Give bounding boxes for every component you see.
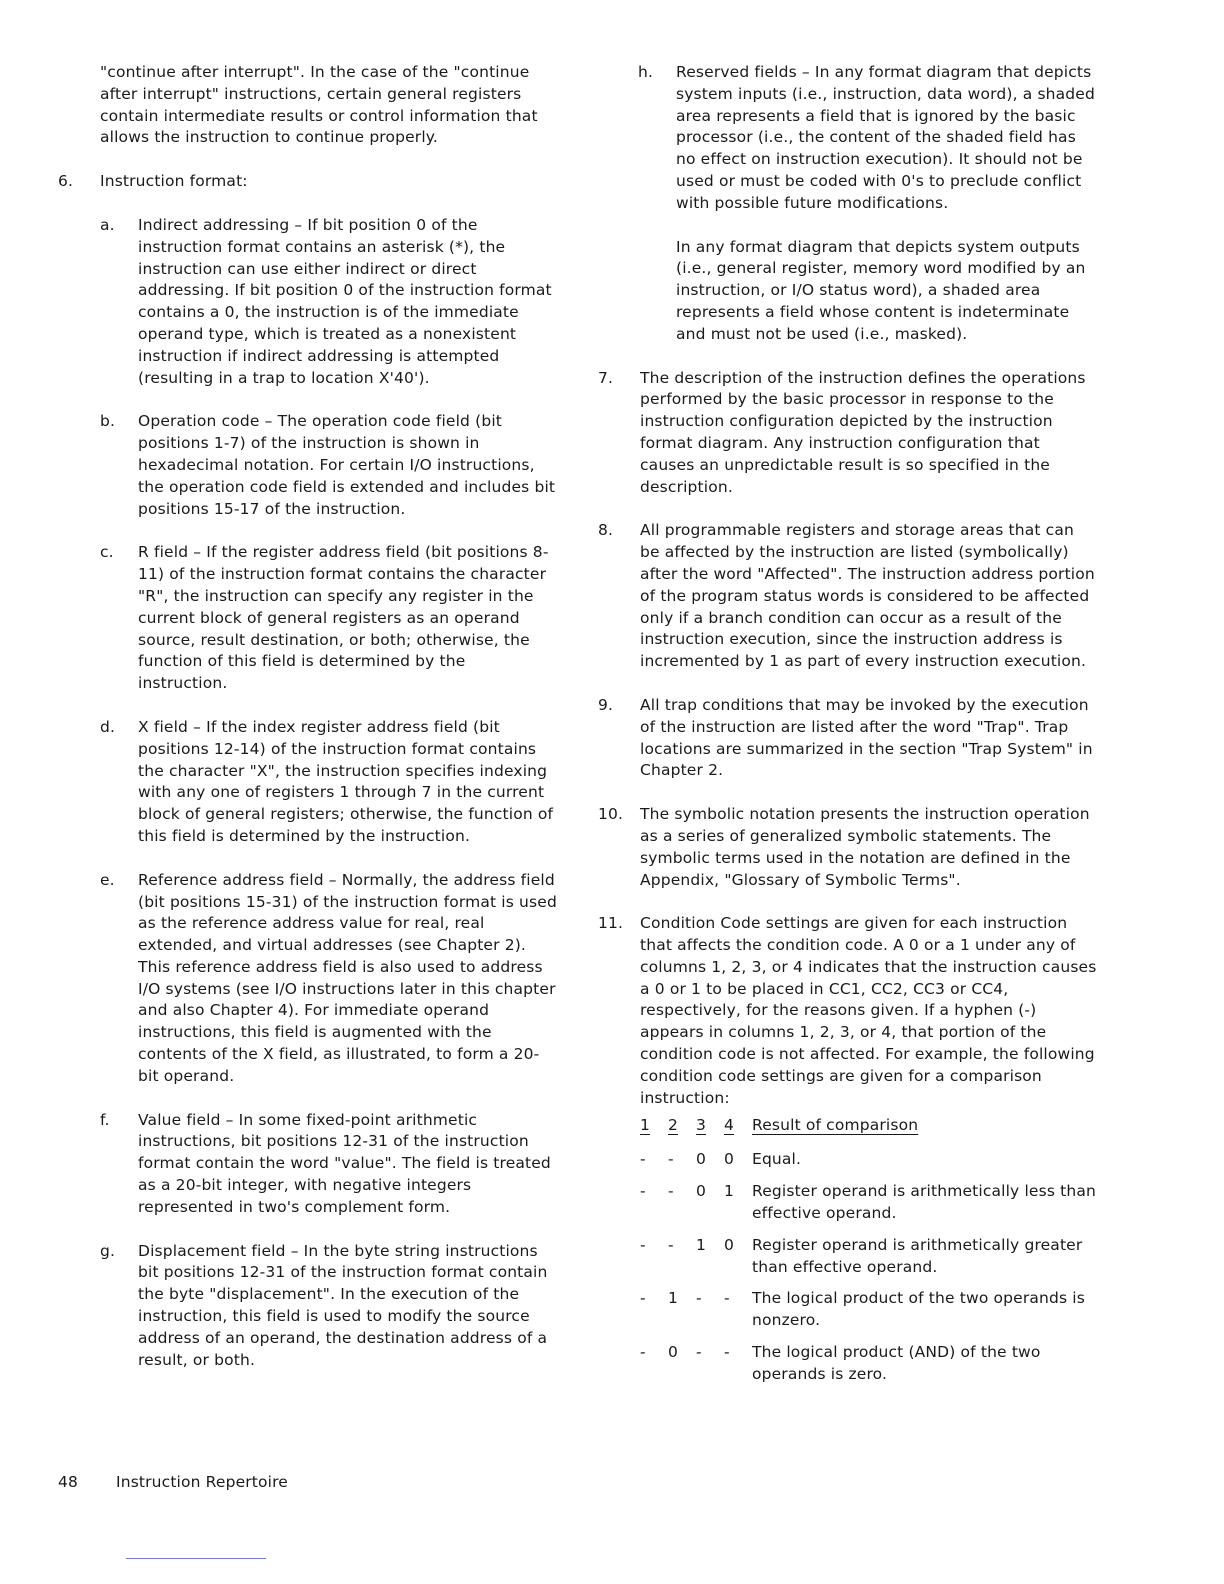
table-row [640,1342,1098,1386]
cell-result: Register operand is arithmetically greater than effective operand. [752,1235,1083,1276]
cell-cc1: - [640,1150,646,1169]
subitem-letter: a. [100,215,115,234]
scan-artifact-line [126,1558,266,1559]
item-number: 9. [598,695,614,714]
cell-result: The logical product (AND) of the two operands is zero. [752,1343,1041,1383]
table-row [640,1181,1098,1225]
item-title: Instruction format: [100,172,248,191]
table-row [640,1288,1098,1332]
cell-cc3: - [696,1289,702,1308]
subitem-text: Displacement field – In the byte string instructions bit positions 12-31 of the instruction format contain the byte "displacement". In the execution of the instruction, this field is used to modify the source address of an operand, the destination address of a result, or both. [138,1241,548,1369]
item-text: The symbolic notation presents the instruction operation as a series of generalized symbolic statements. The symbolic terms used in the notation are defined in the Appendix, "Glossary of Symbolic Terms". [640,805,1090,889]
item-text: All trap conditions that may be invoked by the execution of the instruction are listed after the word "Trap". Trap locations are summarized in the section "Trap System" in Chapter 2. [640,695,1093,780]
item-7 [598,368,1098,499]
cell-cc1: - [640,1343,646,1362]
cell-cc2: 0 [668,1343,679,1362]
page-footer [58,1472,288,1494]
subitem-letter: f. [100,1110,110,1129]
subitem-c [58,542,558,695]
right-column [598,62,1098,1408]
table-row [640,1235,1098,1279]
subitem-text: Operation code – The operation code field (bit positions 1-7) of the instruction is shown in hexadecimal notation. For certain I/O instructions, the operation code field is extended and includes bit positions 15-17 of the instruction. [138,412,556,518]
item-text: All programmable registers and storage areas that can be affected by the instruction are listed (symbolically) after the word "Affected". The instruction address portion of the program status words is considered to be affected only if a branch condition can occur as a result of the instruction execution, since the instruction address is incremented by 1 as part of every instruction execution. [640,521,1095,671]
subitem-text: Reserved fields – In any format diagram that depicts system inputs (i.e., instruction, data word), a shaded area represents a field that is ignored by the basic processor (i.e., the content of the shaded field has no effect on instruction execution). It should not be used or must be coded with 0's to preclude conflict with possible future modifications. [676,63,1095,212]
cell-cc4: 1 [724,1182,735,1201]
section-title: Instruction Repertoire [116,1473,288,1491]
subitem-letter: e. [100,870,115,889]
subitem-text: X field – If the index register address field (bit positions 12-14) of the instruction format contains the character "X", the instruction specifies indexing with any one of registers 1 through 7 in the current block of general registers; otherwise, the function of this field is determined by the instruction. [138,717,554,845]
subitem-f [58,1110,558,1219]
subitem-text: R field – If the register address field (bit positions 8-11) of the instruction format contains the character "R", the instruction can specify any register in the current block of general registers as an operand source, result destination, or both; otherwise, the function of this field is determined by the instruction. [138,543,549,693]
subitem-h [598,62,1098,346]
item-text: The description of the instruction defines the operations performed by the basic processor in response to the instruction configuration depicted by the instruction format diagram. Any instruction configuration that causes an unpredictable result is so specified in the description. [640,368,1086,496]
item-number: 8. [598,521,614,540]
item-11 [598,913,1098,1385]
page-number: 48 [58,1473,79,1491]
left-column [58,62,558,1393]
cell-result: Register operand is arithmetically less than effective operand. [752,1182,1096,1223]
cell-cc4: - [724,1343,730,1362]
cell-cc3: 0 [696,1150,707,1169]
cell-cc3: 0 [696,1182,707,1201]
cell-cc2: - [668,1182,674,1201]
cell-result: Equal. [752,1150,802,1169]
subitem-text: Reference address field – Normally, the address field (bit positions 15-31) of the instruction format is used as the reference address value for real, real extended, and virtual addresses (see Chapter 2). This reference address field is also used to address I/O systems (see I/O instructions later in this chapter and also Chapter 4). For immediate operand instructions, this field is augmented with the contents of the X field, as illustrated, to form a 20-bit operand. [138,870,557,1085]
item-6 [58,171,558,193]
subitem-letter: b. [100,412,116,431]
table-row [640,1149,1098,1171]
column-header-1: 1 [640,1116,651,1135]
subitem-g [58,1241,558,1372]
column-header-result: Result of comparison [752,1116,919,1135]
item-9 [598,695,1098,782]
subitem-b [58,411,558,520]
item-8 [598,520,1098,673]
cell-cc3: 1 [696,1235,707,1254]
subitem-e [58,870,558,1088]
item-text: Condition Code settings are given for each instruction that affects the condition code. A 0 or a 1 under any of columns 1, 2, 3, or 4 indicates that the instruction causes a 0 or 1 to be placed in CC1, CC2, CC3 or CC4, respectively, for the reasons given. If a hyphen (-) appears in columns 1, 2, 3, or 4, that portion of the condition code is not affected. For example, the following condition code settings are given for a comparison instruction: [640,914,1097,1107]
column-header-3: 3 [696,1116,707,1135]
table-header [640,1115,1098,1139]
item-number: 7. [598,368,614,387]
subitem-letter: d. [100,717,116,736]
item-number: 10. [598,805,624,824]
cell-cc4: 0 [724,1150,735,1169]
subitem-letter: c. [100,543,114,562]
cell-cc3: - [696,1343,702,1362]
column-header-4: 4 [724,1116,735,1135]
subitem-text: Value field – In some fixed-point arithmetic instructions, bit positions 12-31 of the instruction format contain the word "value". The field is treated as a 20-bit integer, with negative integers represented in two's complement form. [138,1110,551,1216]
cell-cc1: - [640,1289,646,1308]
subitem-text-second: In any format diagram that depicts system outputs (i.e., general register, memory word modified by an instruction, or I/O status word), a shaded area represents a field whose content is indeterminate and must not be used (i.e., masked). [676,237,1086,343]
condition-code-table [640,1115,1098,1385]
cell-cc2: - [668,1150,674,1169]
cell-cc2: - [668,1235,674,1254]
cell-cc1: - [640,1235,646,1254]
item-10 [598,804,1098,891]
cell-cc4: - [724,1289,730,1308]
subitem-letter: h. [638,63,654,81]
cell-cc4: 0 [724,1235,735,1254]
intro-paragraph: "continue after interrupt". In the case of the "continue after interrupt" instructions, certain general registers contain intermediate results or control information that allows the instruction to continue properly. [100,63,538,147]
subitem-d [58,717,558,848]
column-header-2: 2 [668,1116,679,1135]
cell-cc1: - [640,1182,646,1201]
item-number: 11. [598,914,624,933]
cell-result: The logical product of the two operands is nonzero. [752,1289,1085,1330]
item-number: 6. [58,172,74,191]
cell-cc2: 1 [668,1289,679,1308]
subitem-a [58,215,558,389]
subitem-letter: g. [100,1241,116,1260]
subitem-text: Indirect addressing – If bit position 0 of the instruction format contains an asterisk (*), the instruction can use either indirect or direct addressing. If bit position 0 of the instruction format contains a 0, the instruction is of the immediate operand type, which is treated as a nonexistent instruction if indirect addressing is attempted (resulting in a trap to location X'40'). [138,215,552,387]
